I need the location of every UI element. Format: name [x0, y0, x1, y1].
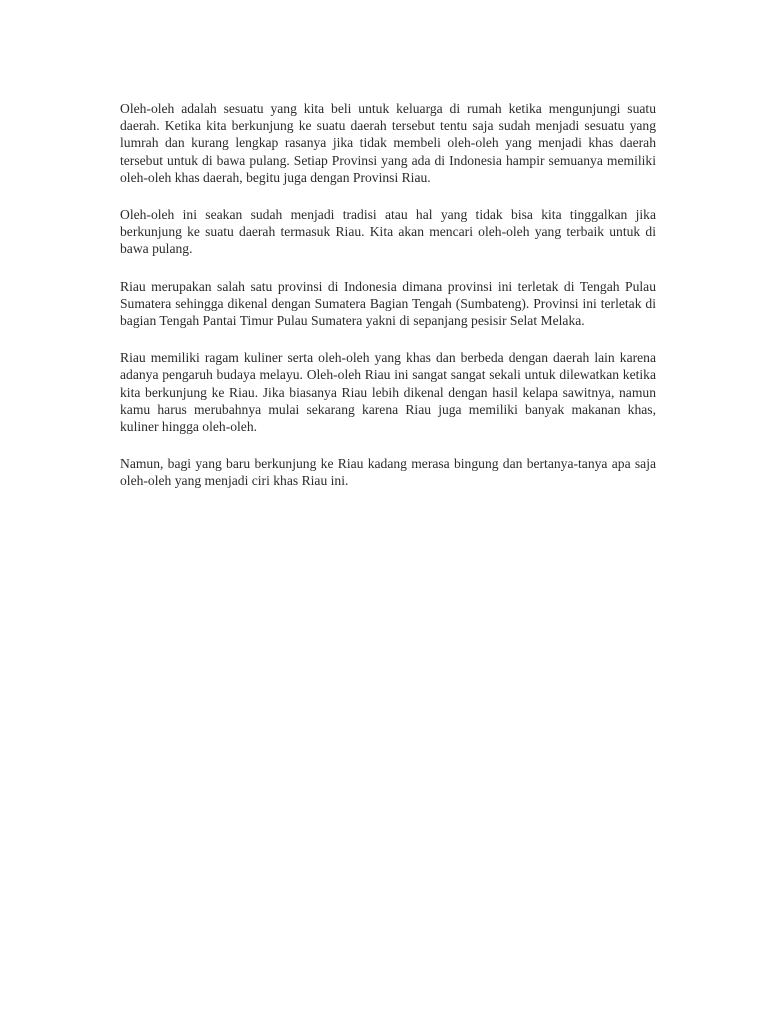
document-body [120, 100, 656, 510]
paragraph-4: Riau memiliki ragam kuliner serta oleh-oleh yang khas dan berbeda dengan daerah lain karena adanya pengaruh budaya melayu. Oleh-oleh Riau ini sangat sangat sekali untuk dilewatkan ketika kita berkunjung ke Riau. Jika biasanya Riau lebih dikenal dengan hasil kelapa sawitnya, namun kamu harus merubahnya mulai sekarang karena Riau juga memiliki banyak makanan khas, kuliner hingga oleh-oleh. [120, 350, 656, 435]
paragraph-3: Riau merupakan salah satu provinsi di Indonesia dimana provinsi ini terletak di Tengah Pulau Sumatera sehingga dikenal dengan Sumatera Bagian Tengah (Sumbateng). Provinsi ini terletak di bagian Tengah Pantai Timur Pulau Sumatera yakni di sepanjang pesisir Selat Melaka. [120, 278, 656, 329]
paragraph-5: Namun, bagi yang baru berkunjung ke Riau kadang merasa bingung dan bertanya-tanya apa saja oleh-oleh yang menjadi ciri khas Riau ini. [120, 456, 656, 489]
paragraph-1: Oleh-oleh adalah sesuatu yang kita beli untuk keluarga di rumah ketika mengunjungi suatu daerah. Ketika kita berkunjung ke suatu daerah tersebut tentu saja sudah menjadi sesuatu yang lumrah dan kurang lengkap rasanya jika tidak membeli oleh-oleh yang menjadi khas daerah tersebut untuk di bawa pulang. Setiap Provinsi yang ada di Indonesia hampir semuanya memiliki oleh-oleh khas daerah, begitu juga dengan Provinsi Riau. [120, 101, 656, 185]
paragraph-2: Oleh-oleh ini seakan sudah menjadi tradisi atau hal yang tidak bisa kita tinggalkan jika berkunjung ke suatu daerah termasuk Riau. Kita akan mencari oleh-oleh yang terbaik untuk di bawa pulang. [120, 207, 656, 257]
